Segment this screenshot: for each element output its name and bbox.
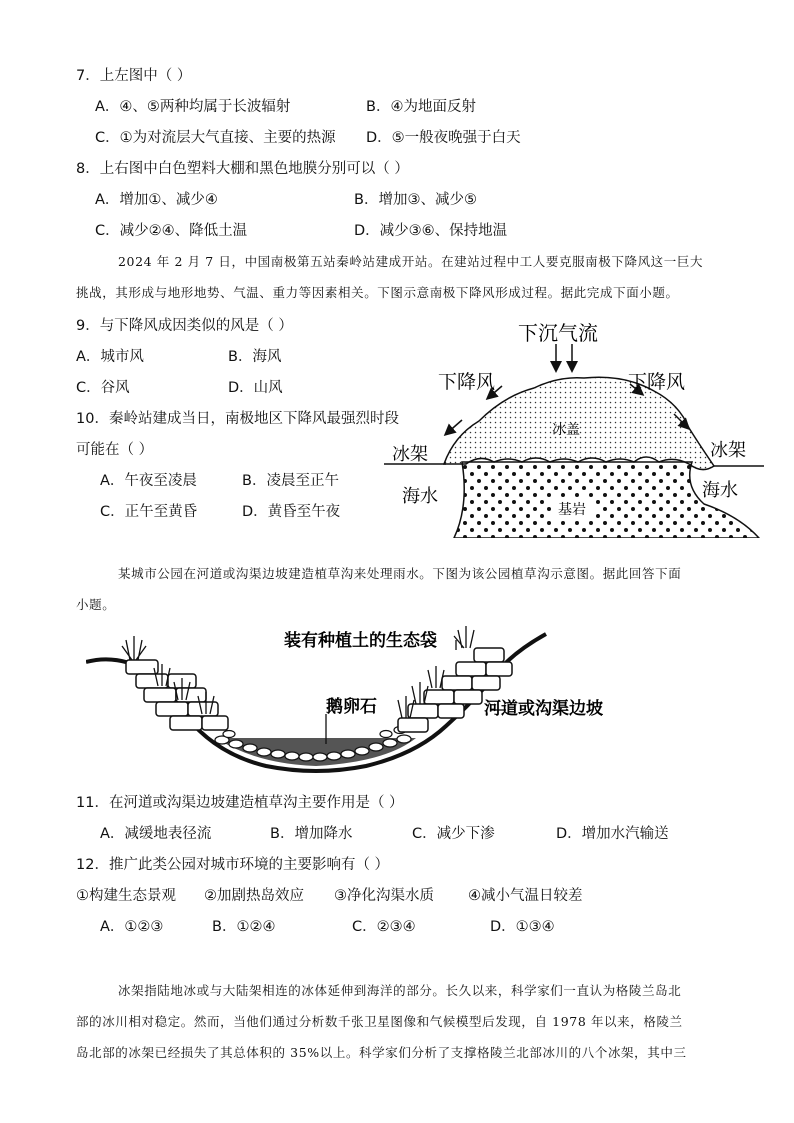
- sea-left-label: 海水: [402, 486, 438, 507]
- q12-statement-4: ④减小气温日较差: [468, 888, 583, 904]
- ice-cap-label: 冰盖: [552, 422, 580, 438]
- q10-option-c: C．正午至黄昏: [100, 504, 198, 520]
- q11-option-d: D．增加水汽输送: [556, 826, 669, 842]
- q7-option-b: B．④为地面反射: [366, 99, 476, 115]
- q9-option-d: D．山风: [228, 380, 283, 396]
- slope-label: 河道或沟渠边坡: [484, 699, 603, 719]
- passage1-line2: 挑战，其形成与地形地势、气温、重力等因素相关。下图示意南极下降风形成过程。据此完成下面小题。: [76, 285, 679, 300]
- q8-option-a: A．增加①、减少④: [95, 192, 218, 208]
- q10-stem-line2: 可能在（ ）: [76, 442, 154, 458]
- passage3-line1: 冰架指陆地冰或与大陆架相连的冰体延伸到海洋的部分。长久以来，科学家们一直认为格陵兰岛北: [118, 983, 682, 998]
- ice-shelf-right-label: 冰架: [710, 440, 746, 461]
- ice-shelf-left-label: 冰架: [392, 444, 428, 465]
- q12-option-a: A．①②③: [100, 919, 164, 935]
- passage3-line3: 岛北部的冰架已经损失了其总体积的 35%以上。科学家们分析了支撑格陵兰北部冰川的八个冰架，其中三: [76, 1045, 687, 1060]
- bedrock-label: 基岩: [558, 502, 586, 518]
- sea-right-label: 海水: [702, 480, 738, 501]
- q12-statement-1: ①构建生态景观: [76, 888, 176, 904]
- q10-stem-line1: 10．秦岭站建成当日，南极地区下降风最强烈时段: [76, 411, 399, 427]
- q10-option-b: B．凌晨至正午: [242, 473, 339, 489]
- sinking-air-label: 下沉气流: [518, 321, 598, 345]
- katabatic-wind-figure: [384, 316, 764, 538]
- q7-option-a: A．④、⑤两种均属于长波辐射: [95, 99, 291, 115]
- q7-option-d: D．⑤一般夜晚强于白天: [366, 130, 521, 146]
- q9-option-c: C．谷风: [76, 380, 130, 396]
- grass-ditch-figure: [86, 626, 646, 776]
- q10-option-a: A．午夜至凌晨: [100, 473, 197, 489]
- q8-option-d: D．减少③⑥、保持地温: [354, 223, 508, 239]
- q12-stem: 12．推广此类公园对城市环境的主要影响有（ ）: [76, 857, 390, 873]
- q12-option-c: C．②③④: [352, 919, 416, 935]
- q10-option-d: D．黄昏至午夜: [242, 504, 341, 520]
- katabatic-left-label: 下降风: [438, 371, 496, 393]
- q11-option-a: A．减缓地表径流: [100, 826, 212, 842]
- q9-option-a: A．城市风: [76, 349, 144, 365]
- passage2-line1: 某城市公园在河道或沟渠边坡建造植草沟来处理雨水。下图为该公园植草沟示意图。据此回答下面: [118, 566, 682, 581]
- q7-stem: 7．上左图中（ ）: [76, 68, 192, 84]
- q8-option-b: B．增加③、减少⑤: [354, 192, 477, 208]
- q8-option-c: C．减少②④、降低土温: [95, 223, 248, 239]
- q12-statement-2: ②加剧热岛效应: [204, 888, 304, 904]
- pebbles-label: 鹅卵石: [326, 697, 377, 717]
- passage2-line2: 小题。: [76, 597, 116, 612]
- katabatic-right-label: 下降风: [628, 371, 686, 393]
- q9-stem: 9．与下降风成因类似的风是（ ）: [76, 318, 293, 334]
- q11-option-b: B．增加降水: [270, 826, 353, 842]
- q11-stem: 11．在河道或沟渠边坡建造植草沟主要作用是（ ）: [76, 795, 404, 811]
- q9-option-b: B．海风: [228, 349, 282, 365]
- q12-option-b: B．①②④: [212, 919, 276, 935]
- q12-option-d: D．①③④: [490, 919, 555, 935]
- passage1-line1: 2024 年 2 月 7 日，中国南极第五站秦岭站建成开站。在建站过程中工人要克服南极下降风这一巨大: [118, 254, 704, 269]
- eco-bag-label: 装有种植土的生态袋: [284, 631, 437, 651]
- q8-stem: 8．上右图中白色塑料大棚和黑色地膜分别可以（ ）: [76, 161, 409, 177]
- passage3-line2: 部的冰川相对稳定。然而，当他们通过分析数千张卫星图像和气候模型后发现，自 1978 年以来，格陵兰: [76, 1014, 683, 1029]
- q7-option-c: C．①为对流层大气直接、主要的热源: [95, 130, 336, 146]
- q11-option-c: C．减少下渗: [412, 826, 495, 842]
- q12-statement-3: ③净化沟渠水质: [334, 888, 434, 904]
